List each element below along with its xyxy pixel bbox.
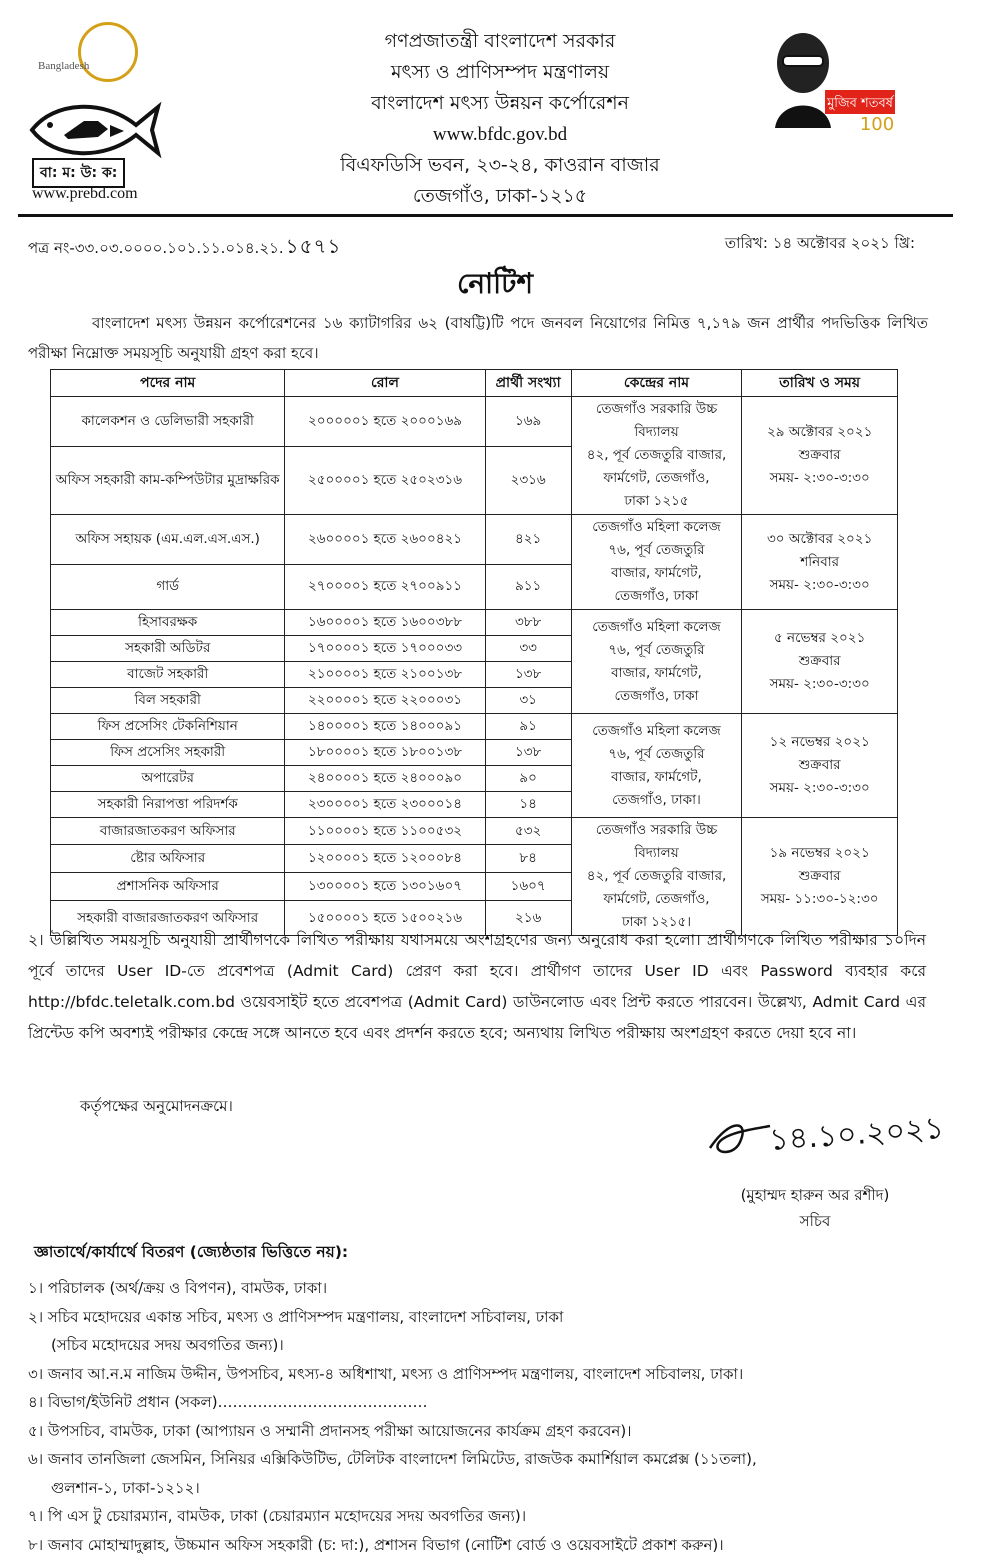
distribution-title: জ্ঞাতার্থে/কার্যার্থে বিতরণ (জ্যেষ্ঠতার ভিত্তিতে নয়): xyxy=(34,1243,349,1261)
bangladesh-50-logo xyxy=(38,22,148,92)
signer-name: (মুহাম্মদ হারুন অর রশীদ) xyxy=(740,1186,890,1204)
post-cell: অফিস সহকারী কাম-কম্পিউটার মুদ্রাক্ষরিক xyxy=(51,446,285,514)
memo-number xyxy=(28,232,342,265)
exam-day: শুক্রবার xyxy=(798,653,841,669)
center-line: তেজগাঁও, ঢাকা xyxy=(614,687,699,704)
post-cell: বাজেট সহকারী xyxy=(51,662,285,688)
fish-logo-icon xyxy=(24,95,164,165)
mujib-text: মুজিব শতবর্ষ xyxy=(827,96,893,111)
center-line: ৭৬, পূর্ব তেজতুরি xyxy=(608,745,705,762)
exam-schedule-table xyxy=(50,369,898,936)
exam-time: সময়- ১১:৩০-১২:৩০ xyxy=(760,891,879,907)
roll-cell: ১৭০০০০১ হতে ১৭০০০৩৩ xyxy=(285,636,485,662)
center-line: ফার্মগেট, তেজগাঁও, xyxy=(603,470,710,486)
post-cell: অপারেটর xyxy=(51,766,285,792)
signature-icon xyxy=(700,1108,970,1168)
center-line: বাজার, ফার্মগেট, xyxy=(611,768,702,785)
exam-day: শুক্রবার xyxy=(798,757,841,773)
roll-cell: ১৪০০০০১ হতে ১৪০০০৯১ xyxy=(285,714,485,740)
list-item: ২। সচিব মহোদয়ের একান্ত সচিব, মৎস্য ও প্রাণিসম্পদ মন্ত্রণালয়, বাংলাদেশ সচিবালয়, ঢাকা xyxy=(28,1307,564,1326)
center-line: ৪২, পূর্ব তেজতুরি বাজার, xyxy=(586,447,727,463)
datetime-cell xyxy=(742,714,898,818)
org-website: www.bfdc.gov.bd xyxy=(432,124,568,145)
notice-title: নোটিশ xyxy=(456,267,534,300)
org-abbreviation: বা: ম: উ: ক: xyxy=(32,158,125,188)
post-cell: সহকারী অডিটর xyxy=(51,636,285,662)
center-cell xyxy=(571,818,742,936)
post-cell: প্রশাসনিক অফিসার xyxy=(51,872,285,900)
center-line: তেজগাঁও মহিলা কলেজ xyxy=(592,618,721,635)
center-cell xyxy=(571,397,742,515)
list-item: ৮। জনাব মোহাম্মাদুল্লাহ, উচ্চমান অফিস সহকারী (চ: দা:), প্রশাসন বিভাগ (নোটিশ বোর্ড ও ওয়েবসাইটে প্রকাশ করুন)। xyxy=(28,1535,724,1554)
exam-time: সময়- ২:৩০-৩:৩০ xyxy=(769,676,870,692)
table-row xyxy=(51,818,898,845)
memo-hand-number: ১৫৭১ xyxy=(285,234,342,258)
center-line: ফার্মগেট, তেজগাঁও, xyxy=(603,891,710,907)
exam-date: ৫ নভেম্বর ২০২১ xyxy=(773,630,866,646)
table-row xyxy=(51,714,898,740)
letterhead xyxy=(0,0,990,215)
post-cell: সহকারী নিরাপত্তা পরিদর্শক xyxy=(51,792,285,818)
col-post: পদের নাম xyxy=(51,370,285,397)
post-cell: ষ্টোর অফিসার xyxy=(51,845,285,872)
list-item: ৫। উপসচিব, বামউক, ঢাকা (আপ্যায়ন ও সম্মানী প্রদানসহ পরীক্ষা আয়োজনের কার্যক্রম গ্রহণ করবেন)। xyxy=(28,1421,632,1440)
roll-cell: ১৮০০০০১ হতে ১৮০০১৩৮ xyxy=(285,740,485,766)
roll-cell: ১১০০০০১ হতে ১১০০৫৩২ xyxy=(285,818,485,845)
memo-date: তারিখ: ১৪ অক্টোবর ২০২১ খ্রি: xyxy=(724,234,915,252)
header-divider xyxy=(18,214,953,217)
roll-cell: ১৫০০০০১ হতে ১৫০০২১৬ xyxy=(285,901,485,936)
approval-line: কর্তৃপক্ষের অনুমোদনক্রমে। xyxy=(80,1097,233,1115)
exam-date: ১৯ নভেম্বর ২০২১ xyxy=(769,845,870,861)
svg-text:100: 100 xyxy=(859,114,895,135)
center-line: ঢাকা ১২১৫। xyxy=(621,914,692,930)
count-cell: ১৩৮ xyxy=(485,740,571,766)
org-address-2: তেজগাঁও, ঢাকা-১২১৫ xyxy=(412,185,588,207)
center-line: ৪২, পূর্ব তেজতুরি বাজার, xyxy=(586,868,727,884)
post-cell: গার্ড xyxy=(51,564,285,609)
post-cell: ফিস প্রসেসিং সহকারী xyxy=(51,740,285,766)
exam-day: শনিবার xyxy=(800,553,840,570)
count-cell: ৮৪ xyxy=(485,845,571,872)
center-line: ৭৬, পূর্ব তেজতুরি xyxy=(608,542,705,558)
roll-cell: ২৫০০০০১ হতে ২৫০২৩১৬ xyxy=(285,446,485,514)
roll-cell: ২৬০০০০১ হতে ২৬০০৪২১ xyxy=(285,515,485,565)
center-line: তেজগাঁও, ঢাকা। xyxy=(612,791,701,808)
count-cell: ৪২১ xyxy=(485,515,571,565)
logo-50-text: Bangladesh xyxy=(38,60,90,72)
org-name: বাংলাদেশ মৎস্য উন্নয়ন কর্পোরেশন xyxy=(371,92,629,114)
datetime-cell xyxy=(742,515,898,610)
datetime-cell xyxy=(742,818,898,936)
roll-cell: ১২০০০০১ হতে ১২০০০৮৪ xyxy=(285,845,485,872)
count-cell: ২১৬ xyxy=(485,901,571,936)
signer-block xyxy=(715,1182,915,1234)
intro-paragraph: বাংলাদেশ মৎস্য উন্নয়ন কর্পোরেশনের ১৬ ক্যাটাগরির ৬২ (বাষট্টি)টি পদে জনবল নিয়োগের নিমিত্ত ৭,১৭৯ জন প্রার্থীর পদভিত্তিক লিখিত পরীক্ষা নিম্নোক্ত সময়সূচি অনুযায়ী গ্রহণ করা হবে। xyxy=(28,314,928,362)
count-cell: ৯১ xyxy=(485,714,571,740)
post-cell: বাজারজাতকরণ অফিসার xyxy=(51,818,285,845)
count-cell: ৯০ xyxy=(485,766,571,792)
table-header-row xyxy=(51,370,898,397)
center-line: তেজগাঁও সরকারি উচ্চ xyxy=(595,401,718,417)
mujib-borsho-logo-icon xyxy=(765,28,900,138)
col-datetime: তারিখ ও সময় xyxy=(742,370,898,397)
count-cell: ৯১১ xyxy=(485,564,571,609)
watermark-text: www.prebd.com xyxy=(32,185,138,202)
center-cell xyxy=(571,610,742,714)
signer-title: সচিব xyxy=(799,1212,831,1230)
center-line: বিদ্যালয় xyxy=(634,424,679,440)
list-item: ৪। বিভাগ/ইউনিট প্রধান (সকল)…………………………………… xyxy=(28,1393,428,1411)
list-item: ৩। জনাব আ.ন.ম নাজিম উদ্দীন, উপসচিব, মৎস্য-৪ অধিশাখা, মৎস্য ও প্রাণিসম্পদ মন্ত্রণালয়, বাংলাদেশ সচিবালয়, ঢাকা। xyxy=(28,1364,744,1383)
center-line: তেজগাঁও, ঢাকা xyxy=(614,588,699,604)
instructions-paragraph: ২। উল্লিখিত সময়সূচি অনুযায়ী প্রার্থীগণকে লিখিত পরীক্ষায় যথাসময়ে অংশগ্রহণের জন্য অনুরোধ করা হলো। প্রার্থীগণকে লিখিত পরীক্ষার ১০দিন পূর্বে তাদের User ID-তে প্রবেশপত্র (Admit Card) প্রেরণ করা হবে। প্রার্থীগণ তাদের User ID এবং Password ব্যবহার করে http://bfdc.teletalk.com.bd ওয়েবসাইট হতে প্রবেশপত্র (Admit Card) ডাউনলোড এবং প্রিন্ট করতে পারবেন। উল্লেখ্য, Admit Card এর প্রিন্টেড কপি অবশ্যই পরীক্ষার কেন্দ্রে সঙ্গে আনতে হবে এবং প্রদর্শন করতে হবে; অন্যথায় লিখিত পরীক্ষায় অংশগ্রহণ করতে দেয়া হবে না। xyxy=(28,931,926,1042)
center-line: ঢাকা ১২১৫ xyxy=(624,493,689,509)
post-cell: বিল সহকারী xyxy=(51,688,285,714)
signature-date: ১৪.১০.২০২১ xyxy=(768,1110,946,1158)
exam-day: শুক্রবার xyxy=(798,868,841,884)
count-cell: ২৩১৬ xyxy=(485,446,571,514)
table-row xyxy=(51,610,898,636)
list-item: ১। পরিচালক (অর্থ/ক্রয় ও বিপণন), বামউক, ঢাকা। xyxy=(28,1279,328,1297)
list-item: ৭। পি এস টু চেয়ারম্যান, বামউক, ঢাকা (চেয়ারম্যান মহোদয়ের সদয় অবগতির জন্য)। xyxy=(28,1507,527,1525)
center-line: তেজগাঁও মহিলা কলেজ xyxy=(592,722,721,739)
count-cell: ১৪ xyxy=(485,792,571,818)
list-item: (সচিব মহোদয়ের সদয় অবগতির জন্য)। xyxy=(51,1336,284,1354)
post-cell: ফিস প্রসেসিং টেকনিশিয়ান xyxy=(51,714,285,740)
letterhead-text xyxy=(250,26,750,212)
post-cell: হিসাবরক্ষক xyxy=(51,610,285,636)
gold-circle-icon xyxy=(78,22,138,82)
datetime-cell xyxy=(742,397,898,515)
count-cell: ৩১ xyxy=(485,688,571,714)
center-line: বাজার, ফার্মগেট, xyxy=(611,565,702,581)
exam-time: সময়- ২:৩০-৩:৩০ xyxy=(769,576,870,593)
roll-cell: ২০০০০০১ হতে ২০০০১৬৯ xyxy=(285,397,485,447)
roll-cell: ২৪০০০০১ হতে ২৪০০০৯০ xyxy=(285,766,485,792)
exam-day: শুক্রবার xyxy=(798,447,841,463)
center-line: তেজগাঁও সরকারি উচ্চ xyxy=(595,822,718,838)
count-cell: ১৩৮ xyxy=(485,662,571,688)
exam-date: ১২ নভেম্বর ২০২১ xyxy=(769,734,870,750)
org-address-1: বিএফডিসি ভবন, ২৩-২৪, কাওরান বাজার xyxy=(340,154,660,176)
center-cell xyxy=(571,714,742,818)
roll-cell: ১৬০০০০১ হতে ১৬০০৩৮৮ xyxy=(285,610,485,636)
post-cell: কালেকশন ও ডেলিভারী সহকারী xyxy=(51,397,285,447)
roll-cell: ২৩০০০০১ হতে ২৩০০০১৪ xyxy=(285,792,485,818)
list-item: গুলশান-১, ঢাকা-১২১২। xyxy=(51,1478,200,1497)
col-roll: রোল xyxy=(285,370,485,397)
roll-cell: ২২০০০০১ হতে ২২০০০৩১ xyxy=(285,688,485,714)
center-line: বাজার, ফার্মগেট, xyxy=(611,664,702,681)
col-count: প্রার্থী সংখ্যা xyxy=(485,370,571,397)
count-cell: ৩৩ xyxy=(485,636,571,662)
col-center: কেন্দ্রের নাম xyxy=(571,370,742,397)
count-cell: ৩৮৮ xyxy=(485,610,571,636)
ministry-name: মৎস্য ও প্রাণিসম্পদ মন্ত্রণালয় xyxy=(390,61,610,83)
exam-date: ২৯ অক্টোবর ২০২১ xyxy=(767,424,873,440)
table-row xyxy=(51,515,898,565)
post-cell: সহকারী বাজারজাতকরণ অফিসার xyxy=(51,901,285,936)
exam-date: ৩০ অক্টোবর ২০২১ xyxy=(766,530,873,547)
memo-prefix: পত্র নং-৩৩.০৩.০০০০.১০১.১১.০১৪.২১. xyxy=(28,239,284,257)
count-cell: ৫৩২ xyxy=(485,818,571,845)
roll-cell: ২১০০০০১ হতে ২১০০১৩৮ xyxy=(285,662,485,688)
center-line: বিদ্যালয় xyxy=(634,845,679,861)
distribution-list xyxy=(28,1262,938,1559)
center-line: ৭৬, পূর্ব তেজতুরি xyxy=(608,641,705,658)
gov-name: গণপ্রজাতন্ত্রী বাংলাদেশ সরকার xyxy=(384,30,616,52)
post-cell: অফিস সহায়ক (এম.এল.এস.এস.) xyxy=(51,515,285,565)
list-item: ৬। জনাব তানজিলা জেসমিন, সিনিয়র এক্সিকিউটিভ, টেলিটক বাংলাদেশ লিমিটেড, রাজউক কমার্শিয়াল কমপ্লেক্স (১১তলা), xyxy=(28,1450,757,1468)
count-cell: ১৬০৭ xyxy=(485,872,571,900)
count-cell: ১৬৯ xyxy=(485,397,571,447)
center-line: তেজগাঁও মহিলা কলেজ xyxy=(592,519,721,535)
roll-cell: ১৩০০০০১ হতে ১৩০১৬০৭ xyxy=(285,872,485,900)
datetime-cell xyxy=(742,610,898,714)
table-row xyxy=(51,397,898,447)
roll-cell: ২৭০০০০১ হতে ২৭০০৯১১ xyxy=(285,564,485,609)
center-cell xyxy=(571,515,742,610)
exam-time: সময়- ২:৩০-৩:৩০ xyxy=(769,780,870,796)
exam-time: সময়- ২:৩০-৩:৩০ xyxy=(769,470,870,486)
